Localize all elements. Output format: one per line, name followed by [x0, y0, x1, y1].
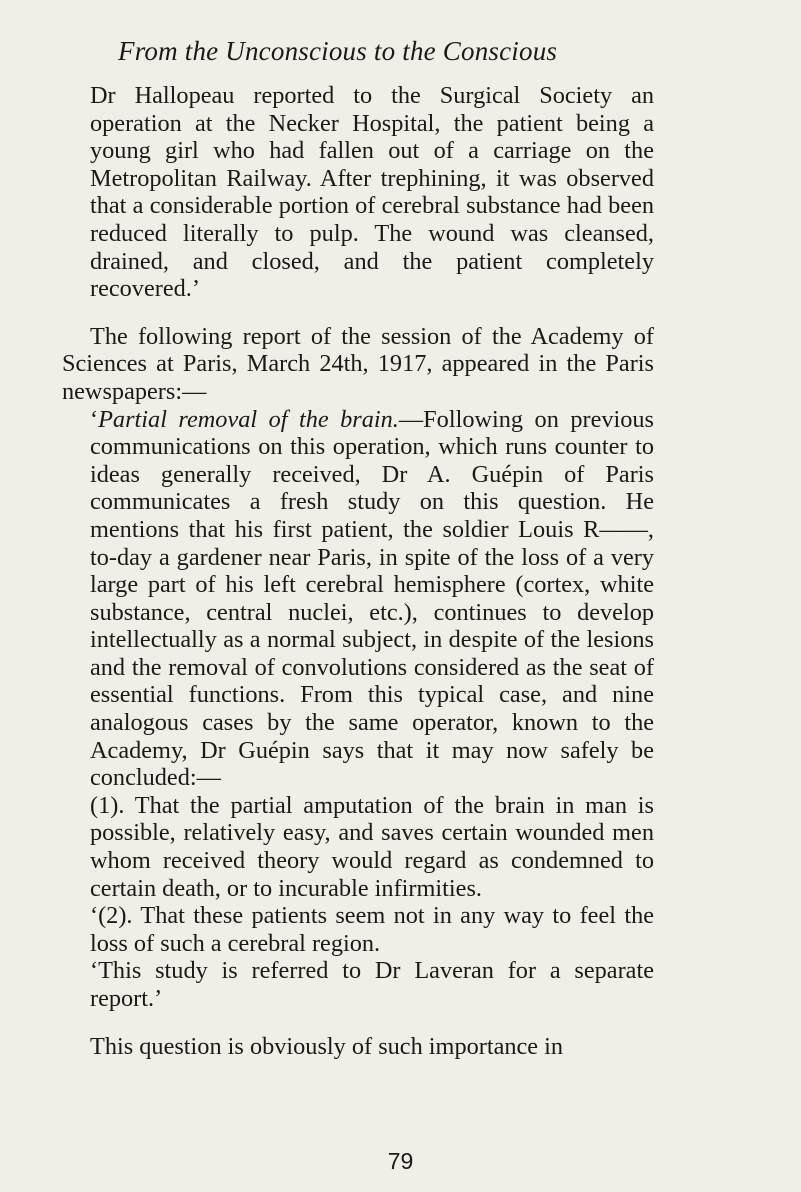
running-head: From the Unconscious to the Conscious [118, 36, 558, 66]
paragraph-academy-report: The following report of the session of the Academy of Sciences at Paris, March 24th, 1917, appeared in the Paris newspapers:— [62, 322, 654, 405]
report-body: —Following on previous communications on this operation, which runs counter to ideas generally received, Dr A. Guépin of Paris communicates a fresh study on this question. He mentions that his first patient, the soldier Louis R——, to-day a gardener near Paris, in spite of the loss of a very large part of his left cerebral hemisphere (cortex, white substance, central nuclei, etc.), continues to develop intellectually as a normal subject, in despite of the lesions and the removal of convolutions considered as the seat of essential functions. From this typical case, and nine analogous cases by the same operator, known to the Academy, Dr Guépin says that it may now safely be concluded:— [90, 405, 654, 792]
quote-open: ‘ [90, 405, 99, 433]
conclusion-1: (1). That the partial amputation of the brain in man is possible, relatively easy, and saves certain wounded men whom received theory would regard as condemned to certain death, or to incurable infirmities. [90, 791, 654, 902]
paragraph-gap [62, 303, 654, 323]
conclusion-2: ‘(2). That these patients seem not in any way to feel the loss of such a cerebral region. [90, 902, 654, 957]
paragraph-hallopeau: Dr Hallopeau reported to the Surgical Society an operation at the Necker Hospital, the patient being a young girl who had fallen out of a carriage on the Metropolitan Railway. After trephining, it was observed that a considerable portion of cerebral substance had been reduced literally to pulp. The wound was cleansed, drained, and closed, and the patient completely recovered.’ [90, 82, 654, 303]
page-number: 79 [387, 1148, 414, 1174]
paragraph-gap [62, 1013, 654, 1033]
body-text [62, 82, 654, 1060]
report-title: Partial removal of the brain. [98, 405, 399, 433]
referral-note: ‘This study is referred to Dr Laveran for a separate report.’ [90, 957, 654, 1012]
paragraph-closing: This question is obviously of such importance in [90, 1032, 564, 1060]
quoted-report [90, 406, 654, 792]
